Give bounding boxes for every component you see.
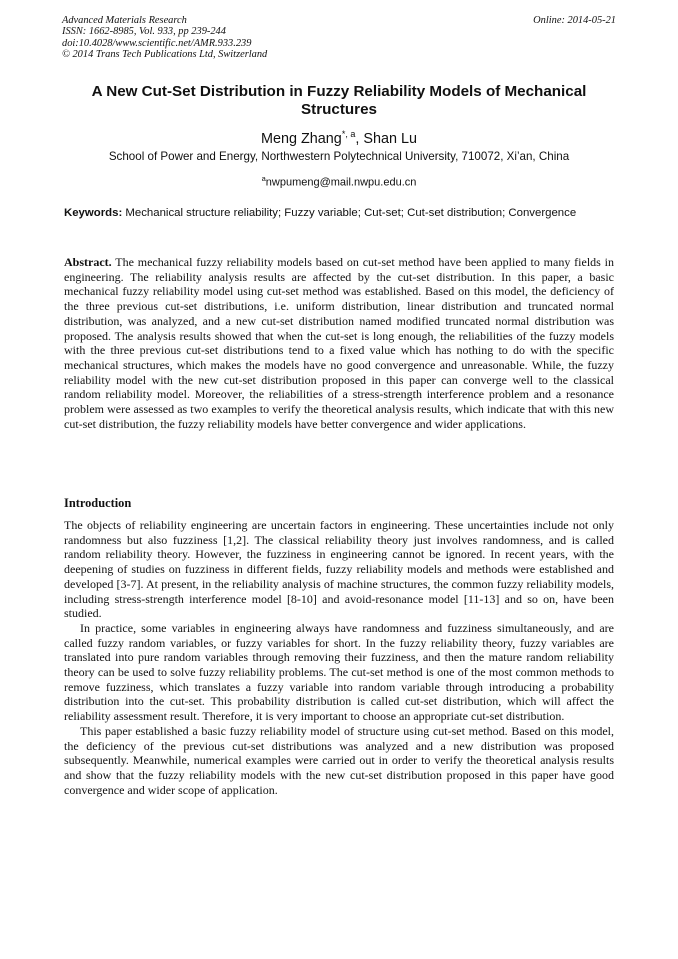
introduction-body [64, 518, 614, 797]
email-mark: a [261, 174, 266, 183]
journal-header [62, 15, 616, 61]
paragraph: In practice, some variables in engineering always have randomness and fuzziness simultaneously, and are called fuzzy random variables, or fuzzy variables for short. In the fuzzy reliability theory, fuzzy variables are translated into pure random variables through removing their fuzziness, and then the mature random reliability theory can be used to solve fuzzy reliability problems. The cut-set method is one of the most common methods to remove fuzziness, which translates a fuzzy variable into random variable through introducing a probability distribution into the cut-set. This probability distribution is called cut-set distribution, which will affect the reliability assessment result. Therefore, it is very important to choose an appropriate cut-set distribution. [64, 620, 614, 724]
affiliation: School of Power and Energy, Northwestern Polytechnical University, 710072, Xi’an, China [108, 150, 570, 163]
author-email [62, 172, 616, 190]
keywords [64, 206, 614, 221]
online-date: Online: 2014-05-21 [533, 15, 616, 26]
section-heading-introduction: Introduction [64, 496, 132, 510]
author-line [62, 125, 616, 148]
abstract [64, 255, 614, 431]
paragraph: The objects of reliability engineering are uncertain factors in engineering. These uncertainties include not only randomness but also fuzziness [1,2]. The classical reliability theory just involves randomness, and is called random reliability theory. However, the fuzziness in engineering cannot be ignored. In recent years, with the deepening of studies on fuzziness in different fields, fuzzy reliability models and methods were established and developed [3-7]. At present, in the reliability analysis of machine structures, the common fuzzy reliability models, including stress-strength interference model [8-10] and avoid-resonance model [11-13] and so on, have been studied. [64, 518, 614, 621]
keywords-label: Keywords: [64, 207, 123, 219]
author-name: Meng Zhang [261, 130, 342, 147]
keywords-text: Mechanical structure reliability; Fuzzy variable; Cut-set; Cut-set distribution; Convergence [125, 207, 577, 219]
email-address[interactable]: nwpumeng@mail.nwpu.edu.cn [265, 176, 417, 189]
issn-line: ISSN: 1662-8985, Vol. 933, pp 239-244 [62, 26, 226, 38]
author-separator: , [355, 130, 364, 147]
author-name: Shan Lu [363, 130, 417, 147]
paper-title: A New Cut-Set Distribution in Fuzzy Reliability Models of Mechanical Structures [91, 83, 587, 118]
copyright-line: © 2014 Trans Tech Publications Ltd, Switzerland [62, 49, 268, 61]
journal-name: Advanced Materials Research [62, 15, 187, 26]
doi-line[interactable]: doi:10.4028/www.scientific.net/AMR.933.239 [62, 37, 252, 49]
paragraph: This paper established a basic fuzzy reliability model of structure using cut-set method. Based on this model, the deficiency of the previous cut-set distributions was analyzed and a new distribution was proposed subsequently. Meanwhile, numerical examples were carried out in order to verify the theoretical analysis results and show that the fuzzy reliability models with the new cut-set distribution proposed in this paper have good convergence and wider scope of application. [64, 723, 614, 797]
author-affiliation-mark: *, a [341, 129, 356, 139]
abstract-text: The mechanical fuzzy reliability models based on cut-set method have been applied to many fields in engineering. The reliability analysis results are affected by the cut-set distribution. In this paper, a basic mechanical fuzzy reliability model using cut-set method was established. Based on this model, the deficiency of the three previous cut-set distributions, i.e. uniform distribution, linear distribution and truncated normal distribution, was analyzed, and a new cut-set distribution named modified truncated normal distribution was proposed. The analysis results showed that when the cut-set is long enough, the reliabilities of the fuzzy models with the three previous cut-set distributions tend to a fixed value which has nothing to do with the specific mechanical structures, which makes the models have no good convergence and unreasonable. While, the fuzzy reliability model with the new cut-set distribution proposed in this paper can converge well to the classical random reliability model. Moreover, the reliabilities of a stress-strength interference problem and a resonance problem were assessed as two examples to verify the theoretical analysis results, which indicate that with this new cut-set distribution, the fuzzy reliability models have better convergence and wider applications. [64, 255, 614, 431]
abstract-label: Abstract. [64, 255, 112, 269]
